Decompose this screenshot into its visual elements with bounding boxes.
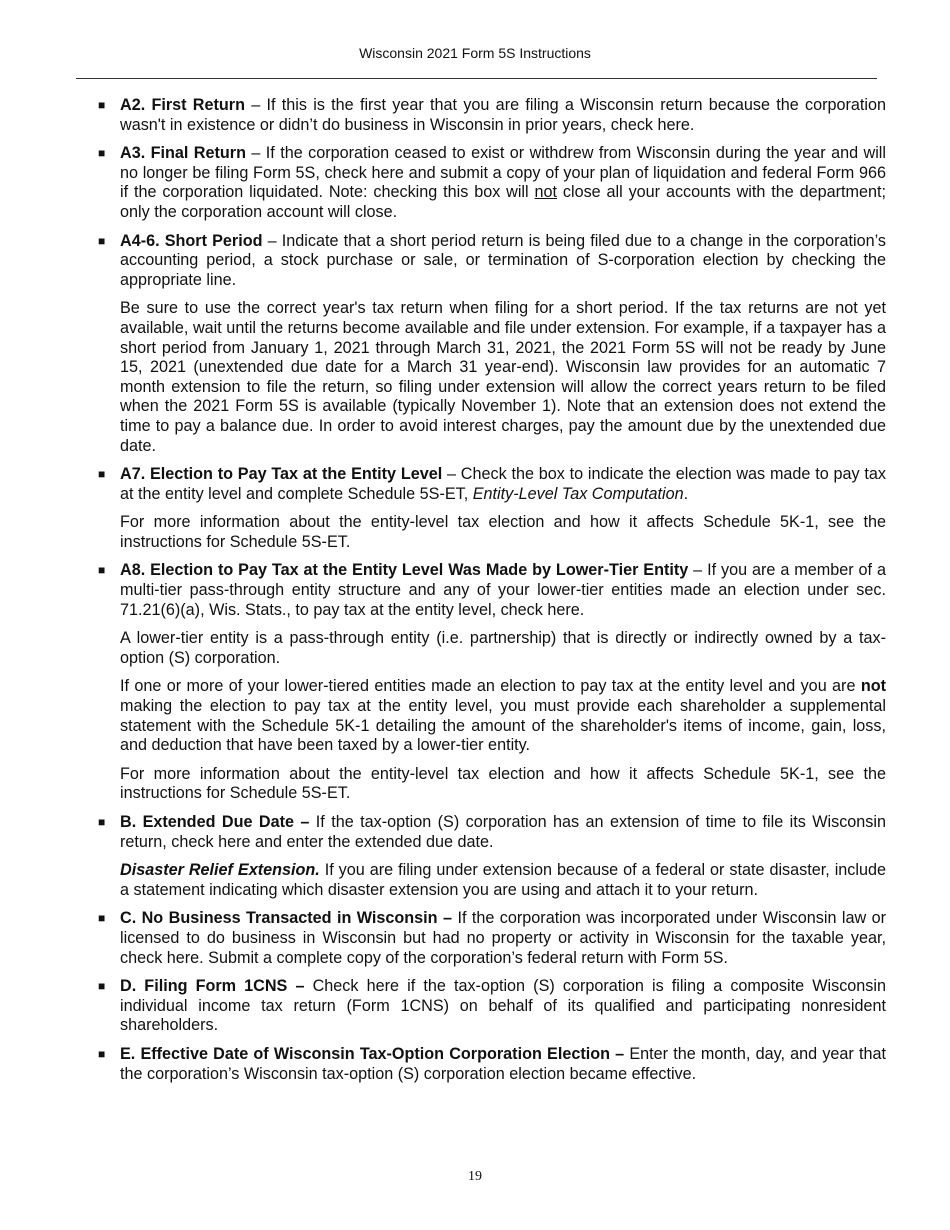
page-header: Wisconsin 2021 Form 5S Instructions (359, 45, 591, 61)
item-label: C. No Business Transacted in Wisconsin – (120, 909, 453, 928)
item-text: – If the corporation ceased to exist or withdrew from Wisconsin during the year and will no longer be filing Form 5S, check here and submit a copy of your plan of liquidation and federal Form 966 if the corporation liquidated. Note: checking this box will (120, 144, 886, 202)
item-a2 (98, 96, 886, 135)
item-text: If the tax-option (S) corporation has an extension of time to file its Wisconsin return, check here and enter the extended due date. (120, 813, 886, 851)
paragraph: For more information about the entity-level tax election and how it affects Schedule 5K-1, see the instructions for Schedule 5S-ET. (120, 764, 886, 803)
item-label: A2. First Return (120, 96, 245, 114)
bullet: ■ (98, 979, 106, 994)
page-number: 19 (468, 1169, 482, 1184)
bullet: ■ (98, 467, 106, 482)
bullet: ■ (98, 911, 106, 926)
item-text: . (683, 484, 689, 503)
item-text: – Indicate that a short period return is being filed due to a change in the corporation’s accounting period, a stock purchase or sale, or termination of S-corporation election by checking the appropriate line. (120, 231, 887, 289)
instructions-body (98, 96, 886, 1093)
paragraph (98, 861, 886, 900)
item-a3 (98, 144, 886, 222)
item-text: – If this is the first year that you are filing a Wisconsin return because the corporation wasn't in existence or didn’t do business in Wisconsin in prior years, check here. (120, 96, 886, 134)
bullet: ■ (98, 233, 106, 248)
item-label: A8. Election to Pay Tax at the Entity Level Was Made by Lower-Tier Entity (120, 561, 689, 580)
item-label: A3. Final Return (120, 144, 246, 163)
paragraph-text: If you are filing under extension because of a federal or state disaster, include a statement indicating which disaster extension you are using and attach it to your return. (120, 861, 886, 899)
item-text: – If you are a member of a multi-tier pass-through entity structure and any of your lower-tier entities made an election under sec. 71.21(6)(a), Wis. Stats., to pay tax at the entity level, check here. (120, 561, 886, 619)
item-text: If the corporation was incorporated under Wisconsin law or licensed to do business in Wisconsin but had no property or activity in Wisconsin for the taxable year, check here. Submit a complete copy of the corporation’s federal return with Form 5S. (120, 909, 887, 967)
paragraph-text: making the election to pay tax at the entity level, you must provide each shareholder a supplemental statement with the Schedule 5K-1 detailing the amount of the shareholder's items of income, gain, loss, and deduction that have been taxed by a lower-tier entity. (120, 697, 886, 755)
bullet: ■ (98, 98, 106, 112)
paragraph: For more information about the entity-level tax election and how it affects Schedule 5K-1, see the instructions for Schedule 5S-ET. (120, 513, 886, 551)
bold-word: not (860, 677, 886, 696)
paragraph-text: If one or more of your lower-tiered entities made an election to pay tax at the entity level and you are (120, 677, 861, 696)
item-b (98, 813, 886, 852)
item-d (98, 977, 886, 1036)
paragraph-label: Disaster Relief Extension. (120, 861, 320, 880)
header-rule (76, 78, 877, 79)
italic-title: Entity-Level Tax Computation (472, 484, 684, 503)
paragraph: A lower-tier entity is a pass-through entity (i.e. partnership) that is directly or indirectly owned by a tax-option (S) corporation. (120, 629, 886, 667)
bullet: ■ (98, 1046, 106, 1061)
item-c (98, 909, 886, 968)
item-label: A7. Election to Pay Tax at the Entity Level (120, 465, 443, 484)
bullet: ■ (98, 563, 106, 578)
item-text: Check here if the tax-option (S) corporation is filing a composite Wisconsin individual income tax return (Form 1CNS) on behalf of its qualified and participating nonresident shareholders. (120, 977, 886, 1035)
bullet: ■ (98, 146, 106, 161)
item-label: E. Effective Date of Wisconsin Tax-Option Corporation Election – (120, 1044, 625, 1063)
paragraph (98, 677, 886, 755)
bullet: ■ (98, 815, 106, 829)
item-a4-6 (98, 232, 886, 291)
item-text: Enter the month, day, and year that the corporation’s Wisconsin tax-option (S) corporation election became effective. (120, 1044, 886, 1083)
item-a7 (98, 465, 886, 504)
item-label: B. Extended Due Date – (120, 813, 310, 831)
item-label: A4-6. Short Period (120, 231, 263, 250)
item-e (98, 1045, 886, 1084)
item-text: close all your accounts with the department; only the corporation account will close. (120, 183, 886, 221)
item-text: – Check the box to indicate the election was made to pay tax at the entity level and complete Schedule 5S-ET, (120, 465, 886, 503)
underlined-word: not (534, 183, 558, 202)
paragraph: Be sure to use the correct year's tax return when filing for a short period. If the tax returns are not yet available, wait until the returns become available and file under extension. For example, if a taxpayer has a short period from January 1, 2021 through March 31, 2021, the 2021 Form 5S will not be ready by June 15, 2021 (unextended due date for a March 31 year-end). Wisconsin law provides for an automatic 7 month extension to file the return, so filing under extension will allow the correct years return to be filed when the 2021 Form 5S is available (typically November 1). Note that an extension does not extend the time to pay a balance due. In order to avoid interest charges, pay the amount due by the unextended due date. (120, 299, 886, 455)
item-a8 (98, 561, 886, 620)
item-label: D. Filing Form 1CNS – (120, 977, 305, 996)
